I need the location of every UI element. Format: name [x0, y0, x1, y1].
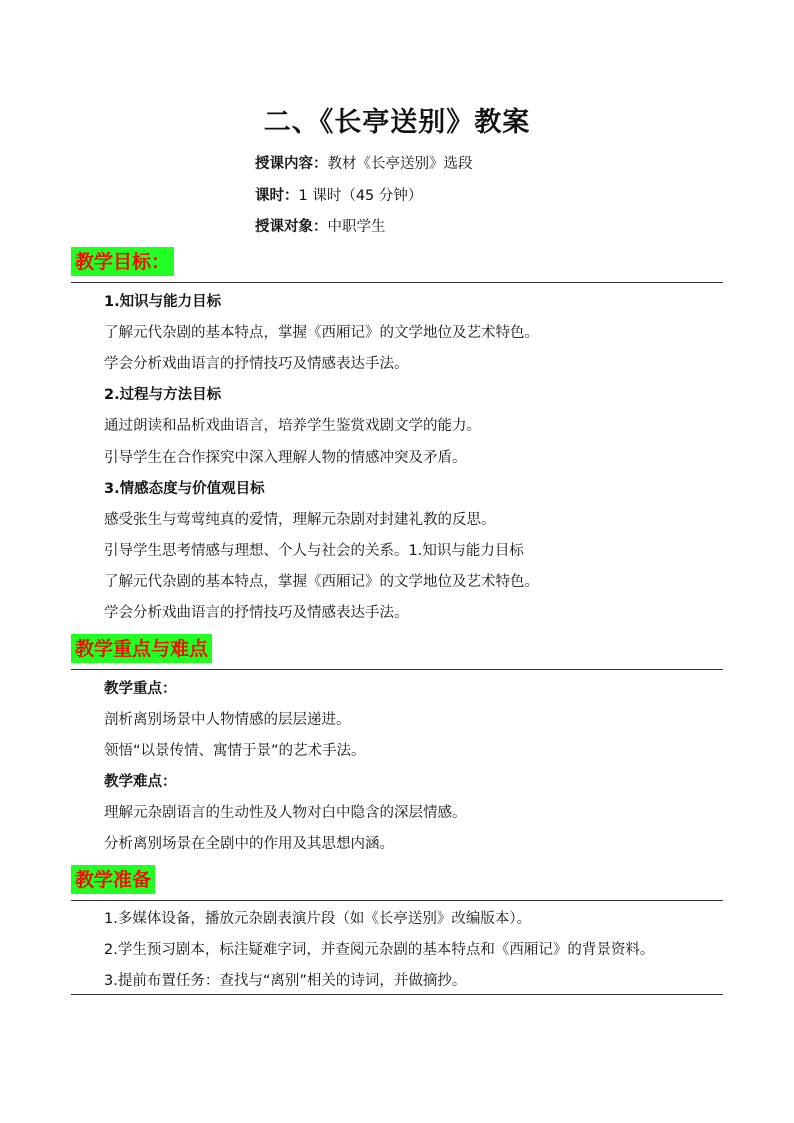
meta-content	[255, 152, 473, 173]
objective-line: 学会分析戏曲语言的抒情技巧及情感表达手法。	[104, 356, 409, 372]
keypoint-line: 领悟“以景传情、寓情于景”的艺术手法。	[104, 743, 366, 759]
section-heading-prep: 教学准备	[71, 865, 155, 894]
meta-audience-value: 中职学生	[327, 219, 386, 235]
section-divider	[71, 994, 723, 995]
objective-subheading: 2.过程与方法目标	[104, 387, 222, 403]
keypoint-subheading: 教学重点：	[104, 681, 177, 697]
objective-line: 了解元代杂剧的基本特点，掌握《西厢记》的文学地位及艺术特色。	[104, 325, 539, 341]
objective-line: 通过朗读和品析戏曲语言，培养学生鉴赏戏剧文学的能力。	[104, 418, 481, 434]
meta-audience	[255, 215, 386, 236]
objective-line: 感受张生与莺莺纯真的爱情，理解元杂剧对封建礼教的反思。	[104, 512, 496, 528]
meta-duration	[255, 184, 422, 205]
objective-subheading: 3.情感态度与价值观目标	[104, 481, 265, 497]
objective-line: 引导学生思考情感与理想、个人与社会的关系。1.知识与能力目标	[104, 543, 524, 559]
meta-duration-label: 课时：	[255, 188, 299, 204]
objective-line: 引导学生在合作探究中深入理解人物的情感冲突及矛盾。	[104, 450, 467, 466]
objective-line: 学会分析戏曲语言的抒情技巧及情感表达手法。	[104, 605, 409, 621]
section-divider	[71, 282, 723, 283]
document-title: 二、《长亭送别》教案	[263, 107, 531, 138]
prep-line: 3.提前布置任务：查找与“离别”相关的诗词，并做摘抄。	[104, 973, 467, 989]
keypoint-line: 剖析离别场景中人物情感的层层递进。	[104, 712, 351, 728]
prep-line: 1.多媒体设备，播放元杂剧表演片段（如《长亭送别》改编版本）。	[104, 911, 532, 927]
section-heading-keypoints: 教学重点与难点	[71, 634, 212, 663]
section-divider	[71, 669, 723, 670]
objective-line: 了解元代杂剧的基本特点，掌握《西厢记》的文学地位及艺术特色。	[104, 574, 539, 590]
section-divider	[71, 900, 723, 901]
keypoint-subheading: 教学难点：	[104, 774, 177, 790]
meta-audience-label: 授课对象：	[255, 219, 328, 235]
meta-content-value: 教材《长亭送别》选段	[327, 156, 473, 172]
section-heading-objectives: 教学目标：	[71, 247, 174, 276]
objective-subheading: 1.知识与能力目标	[104, 294, 222, 310]
meta-content-label: 授课内容：	[255, 156, 328, 172]
keypoint-line: 理解元杂剧语言的生动性及人物对白中隐含的深层情感。	[104, 805, 467, 821]
keypoint-line: 分析离别场景在全剧中的作用及其思想内涵。	[104, 836, 394, 852]
prep-line: 2.学生预习剧本，标注疑难字词，并查阅元杂剧的基本特点和《西厢记》的背景资料。	[104, 942, 655, 958]
meta-duration-value: 1 课时（45 分钟）	[298, 188, 423, 204]
